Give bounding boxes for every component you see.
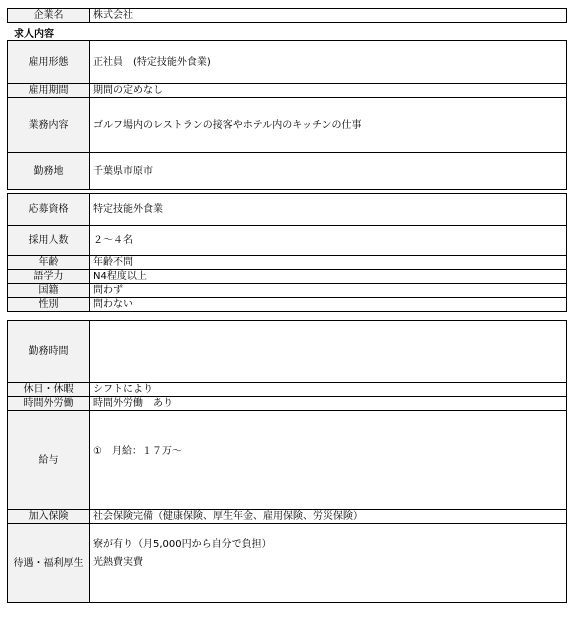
salary-label: 給与 [8, 411, 90, 510]
gender-label: 性別 [8, 298, 90, 312]
table-row [8, 411, 567, 510]
table-row [8, 256, 567, 270]
job-description-value: ゴルフ場内のレストランの接客やホテル内のキッチンの仕事 [90, 98, 567, 153]
salary-value: ① 月給：１７万～ [90, 411, 567, 510]
nationality-label: 国籍 [8, 284, 90, 298]
section-title: 求人内容 [14, 29, 54, 40]
work-location-label: 勤務地 [8, 153, 90, 190]
hiring-count-label: 採用人数 [8, 226, 90, 256]
employment-type-label: 雇用形態 [8, 41, 90, 84]
working-hours-value [90, 321, 567, 383]
company-label: 企業名 [8, 9, 90, 23]
table-row [8, 98, 567, 153]
table-row [8, 153, 567, 190]
benefits-line: 光熱費実費 [93, 557, 143, 568]
holidays-value: シフトにより [90, 383, 567, 397]
table-row [8, 194, 567, 226]
benefits-line: 寮が有り（月5,000円から自分で負担） [93, 539, 272, 550]
table-row [8, 226, 567, 256]
employment-period-value: 期間の定めなし [90, 84, 567, 98]
table-row [8, 84, 567, 98]
language-label: 語学力 [8, 270, 90, 284]
language-value: N4程度以上 [90, 270, 567, 284]
work-location-value: 千葉県市原市 [90, 153, 567, 190]
requirements-table [7, 193, 567, 312]
overtime-label: 時間外労働 [8, 397, 90, 411]
age-value: 年齢不問 [90, 256, 567, 270]
table-row [8, 41, 567, 84]
employment-type-value: 正社員 (特定技能外食業) [90, 41, 567, 84]
company-table [7, 8, 567, 23]
table-row [8, 321, 567, 383]
table-row [8, 270, 567, 284]
benefits-label: 待遇・福利厚生 [8, 524, 90, 603]
job-description-label: 業務内容 [8, 98, 90, 153]
qualification-value: 特定技能外食業 [90, 194, 567, 226]
table-row [8, 397, 567, 411]
holidays-label: 休日・休暇 [8, 383, 90, 397]
hiring-count-value: ２～４名 [90, 226, 567, 256]
table-row [8, 383, 567, 397]
overtime-value: 時間外労働 あり [90, 397, 567, 411]
nationality-value: 問わず [90, 284, 567, 298]
employment-period-label: 雇用期間 [8, 84, 90, 98]
conditions-table [7, 320, 567, 603]
age-label: 年齢 [8, 256, 90, 270]
gender-value: 問わない [90, 298, 567, 312]
working-hours-label: 勤務時間 [8, 321, 90, 383]
company-value: 株式会社 [90, 9, 567, 23]
insurance-value: 社会保険完備（健康保険、厚生年金、雇用保険、労災保険） [90, 510, 567, 524]
insurance-label: 加入保険 [8, 510, 90, 524]
table-row [8, 510, 567, 524]
benefits-value [90, 524, 567, 603]
table-row [8, 524, 567, 603]
table-row [8, 298, 567, 312]
table-row [8, 284, 567, 298]
qualification-label: 応募資格 [8, 194, 90, 226]
job-details-table [7, 40, 567, 190]
